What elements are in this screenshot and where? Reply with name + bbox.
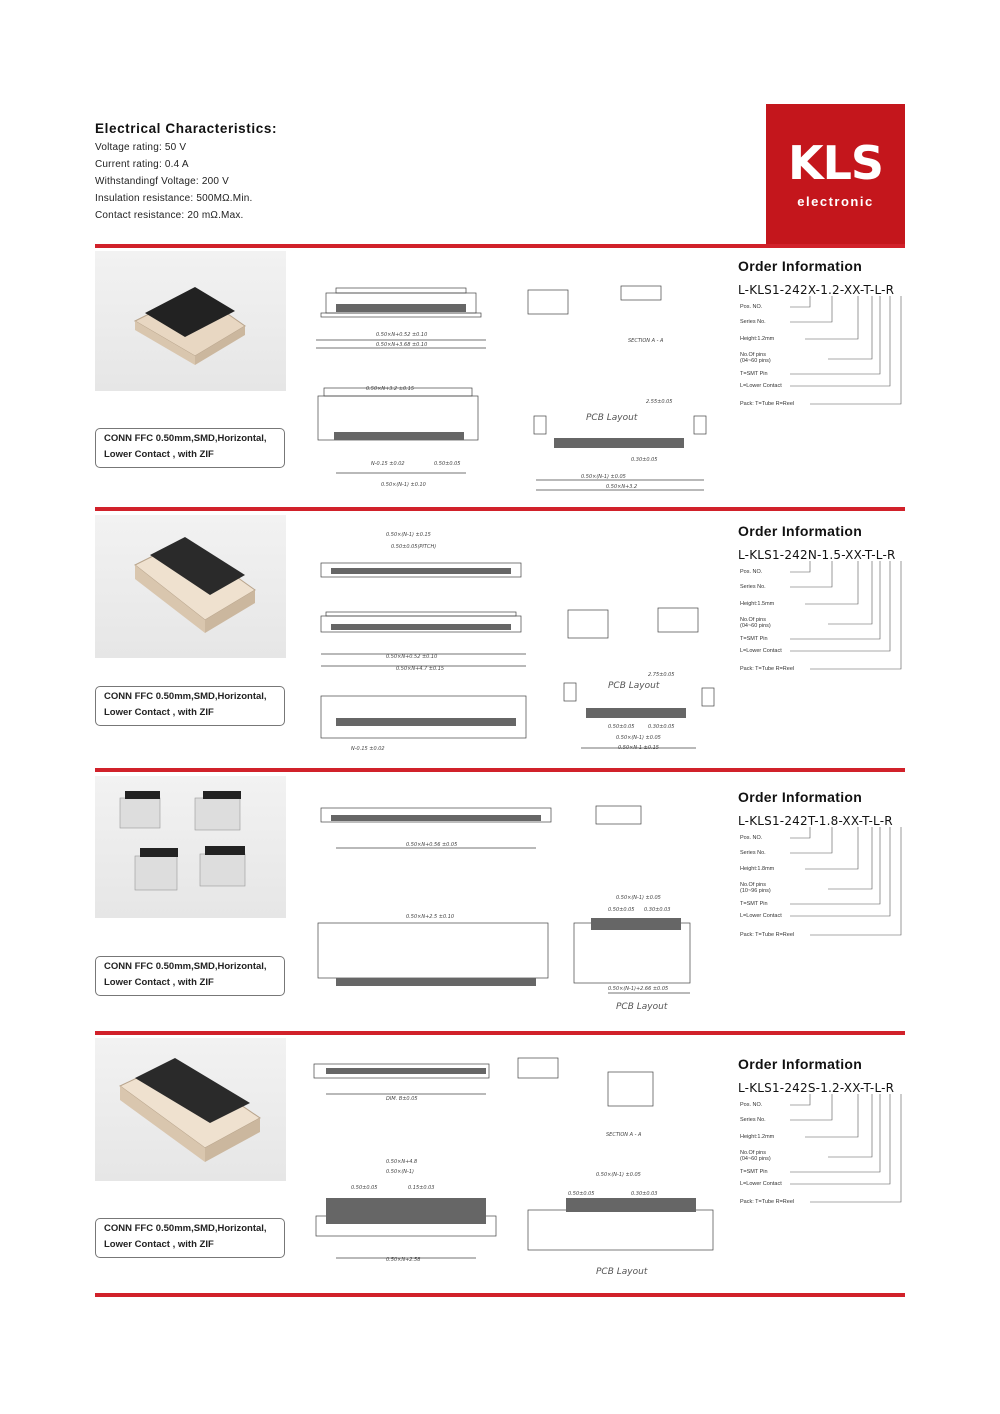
key-pins: No.Of pins bbox=[740, 882, 766, 888]
key-pack: Pack: T=Tube R=Reel bbox=[740, 401, 795, 407]
order-leader-lines-2 bbox=[790, 561, 910, 671]
dim-text: 0.50×(N-1) bbox=[386, 1169, 414, 1175]
desc-line-1: CONN FFC 0.50mm,SMD,Horizontal, bbox=[104, 961, 267, 972]
part-number-1: L-KLS1-242X-1.2-XX-T-L-R bbox=[738, 283, 895, 297]
dim-text: 0.50×N+3.2 ±0.15 bbox=[366, 386, 415, 392]
desc-line-2: Lower Contact , with ZIF bbox=[104, 707, 214, 718]
dim-text: 0.50×N+2.58 bbox=[386, 1257, 421, 1263]
key-series: Series No. bbox=[740, 584, 766, 590]
desc-line-1: CONN FFC 0.50mm,SMD,Horizontal, bbox=[104, 1223, 267, 1234]
part-number-4: L-KLS1-242S-1.2-XX-T-L-R bbox=[738, 1081, 895, 1095]
desc-line-2: Lower Contact , with ZIF bbox=[104, 449, 214, 460]
desc-line-1: CONN FFC 0.50mm,SMD,Horizontal, bbox=[104, 433, 267, 444]
drawing-3 bbox=[296, 788, 726, 1018]
desc-line-1: CONN FFC 0.50mm,SMD,Horizontal, bbox=[104, 691, 267, 702]
connector-image bbox=[95, 1038, 286, 1181]
dim-text: 0.50×(N-1) ±0.05 bbox=[616, 735, 661, 741]
divider-4 bbox=[95, 1031, 905, 1035]
dim-text: 0.50±0.05 bbox=[608, 907, 635, 913]
spec-contact: Contact resistance: 20 mΩ.Max. bbox=[95, 210, 244, 221]
key-series: Series No. bbox=[740, 319, 766, 325]
key-contact: L=Lower Contact bbox=[740, 913, 782, 919]
dim-text: 0.50×(N-1) ±0.05 bbox=[616, 895, 661, 901]
spec-voltage: Voltage rating: 50 V bbox=[95, 142, 187, 153]
key-contact: L=Lower Contact bbox=[740, 383, 782, 389]
key-series: Series No. bbox=[740, 1117, 766, 1123]
key-series: Series No. bbox=[740, 850, 766, 856]
logo-subtitle: electronic bbox=[797, 194, 874, 209]
product-photo-4 bbox=[95, 1038, 286, 1181]
dim-text: 2.75±0.05 bbox=[648, 672, 675, 678]
dim-text: 0.50×(N-1)+2.66 ±0.05 bbox=[608, 986, 669, 992]
divider-5 bbox=[95, 1293, 905, 1297]
dim-text: 0.50×(N-1) ±0.05 bbox=[581, 474, 626, 480]
product-photo-1 bbox=[95, 251, 286, 391]
dim-text: 0.50×N+4.8 bbox=[386, 1159, 418, 1165]
dim-text: 0.15±0.03 bbox=[408, 1185, 435, 1191]
dim-text: 0.50×N-1 ±0.15 bbox=[618, 745, 659, 751]
desc-box-1 bbox=[95, 428, 285, 468]
dim-text: 0.50×(N-1) ±0.05 bbox=[596, 1172, 641, 1178]
dim-text: 0.50×(N-1) ±0.10 bbox=[381, 482, 426, 488]
kls-logo bbox=[766, 104, 905, 245]
key-pins-range: (04~60 pins) bbox=[740, 1156, 771, 1162]
key-pins: No.Of pins bbox=[740, 617, 766, 623]
section-aa-label: SECTION A - A bbox=[606, 1132, 642, 1138]
pcb-layout-label: PCB Layout bbox=[608, 681, 660, 691]
dim-text: 0.50×N+0.52 ±0.10 bbox=[386, 654, 438, 660]
part-number-3: L-KLS1-242T-1.8-XX-T-L-R bbox=[738, 814, 893, 828]
dim-text: DIM. B±0.05 bbox=[386, 1096, 418, 1102]
connector-image bbox=[95, 776, 286, 918]
pcb-layout-label: PCB Layout bbox=[596, 1267, 648, 1277]
key-pins-range: (04~60 pins) bbox=[740, 358, 771, 364]
dim-text: 0.50±0.05 bbox=[434, 461, 461, 467]
dim-text: 0.50×N+3.68 ±0.10 bbox=[376, 342, 428, 348]
key-height: Height:1.8mm bbox=[740, 866, 775, 872]
logo-brand: KLS bbox=[787, 136, 884, 190]
key-pos: Pos. NO. bbox=[740, 835, 763, 841]
dim-text: 0.30±0.03 bbox=[631, 1191, 658, 1197]
spec-withstanding: Withstandingf Voltage: 200 V bbox=[95, 176, 230, 187]
key-contact: L=Lower Contact bbox=[740, 648, 782, 654]
divider-2 bbox=[95, 507, 905, 511]
key-smt: T=SMT Pin bbox=[740, 1169, 768, 1175]
dim-text: 0.30±0.03 bbox=[644, 907, 671, 913]
key-pack: Pack: T=Tube R=Reel bbox=[740, 1199, 795, 1205]
key-pos: Pos. NO. bbox=[740, 569, 763, 575]
connector-image bbox=[95, 251, 286, 391]
drawing-1 bbox=[296, 268, 726, 498]
dim-text: 0.30±0.05 bbox=[631, 457, 658, 463]
divider-1 bbox=[95, 244, 905, 248]
key-pins-range: (04~60 pins) bbox=[740, 623, 771, 629]
desc-box-3 bbox=[95, 956, 285, 996]
divider-3 bbox=[95, 768, 905, 772]
dim-text: N-0.15 ±0.02 bbox=[351, 746, 385, 752]
dim-text: 0.50±0.05 bbox=[568, 1191, 595, 1197]
key-height: Height:1.2mm bbox=[740, 336, 775, 342]
key-pack: Pack: T=Tube R=Reel bbox=[740, 666, 795, 672]
spec-current: Current rating: 0.4 A bbox=[95, 159, 189, 170]
key-height: Height:1.2mm bbox=[740, 1134, 775, 1140]
order-leader-lines-4 bbox=[790, 1094, 910, 1204]
part-number-2: L-KLS1-242N-1.5-XX-T-L-R bbox=[738, 548, 896, 562]
key-smt: T=SMT Pin bbox=[740, 371, 768, 377]
dim-text: 0.50×N+3.2 bbox=[606, 484, 638, 490]
dim-text: 0.50±0.05 bbox=[608, 724, 635, 730]
product-photo-2 bbox=[95, 515, 286, 658]
pcb-layout-label: PCB Layout bbox=[616, 1002, 668, 1012]
key-smt: T=SMT Pin bbox=[740, 901, 768, 907]
dim-text: 0.50±0.05 bbox=[351, 1185, 378, 1191]
order-info-title-3: Order Information bbox=[738, 789, 863, 805]
dim-text: N-0.15 ±0.02 bbox=[371, 461, 405, 467]
pcb-layout-label: PCB Layout bbox=[586, 413, 638, 423]
section-aa-label: SECTION A - A bbox=[628, 338, 664, 344]
dim-text: 0.50×N+4.7 ±0.15 bbox=[396, 666, 445, 672]
key-pins-range: (10~96 pins) bbox=[740, 888, 771, 894]
dim-text: 0.50×N+0.52 ±0.10 bbox=[376, 332, 428, 338]
order-info-title-1: Order Information bbox=[738, 258, 863, 274]
order-info-title-4: Order Information bbox=[738, 1056, 863, 1072]
spec-insulation: Insulation resistance: 500MΩ.Min. bbox=[95, 193, 253, 204]
drawing-2 bbox=[296, 528, 726, 758]
desc-box-4 bbox=[95, 1218, 285, 1258]
dim-text: 2.55±0.05 bbox=[646, 399, 673, 405]
drawing-4 bbox=[296, 1048, 726, 1278]
order-info-title-2: Order Information bbox=[738, 523, 863, 539]
desc-line-2: Lower Contact , with ZIF bbox=[104, 1239, 214, 1250]
key-pos: Pos. NO. bbox=[740, 304, 763, 310]
key-contact: L=Lower Contact bbox=[740, 1181, 782, 1187]
dim-text: 0.50×(N-1) ±0.15 bbox=[386, 532, 431, 538]
dim-text: 0.30±0.05 bbox=[648, 724, 675, 730]
product-photo-3 bbox=[95, 776, 286, 918]
key-pos: Pos. NO. bbox=[740, 1102, 763, 1108]
connector-image bbox=[95, 515, 286, 658]
key-height: Height:1.5mm bbox=[740, 601, 775, 607]
key-pins: No.Of pins bbox=[740, 1150, 766, 1156]
key-pack: Pack: T=Tube R=Reel bbox=[740, 932, 795, 938]
desc-box-2 bbox=[95, 686, 285, 726]
key-pins: No.Of pins bbox=[740, 352, 766, 358]
dim-text: 0.50×N+0.56 ±0.05 bbox=[406, 842, 458, 848]
order-leader-lines-1 bbox=[790, 296, 910, 406]
order-leader-lines-3 bbox=[790, 827, 910, 937]
key-smt: T=SMT Pin bbox=[740, 636, 768, 642]
desc-line-2: Lower Contact , with ZIF bbox=[104, 977, 214, 988]
electrical-characteristics-title: Electrical Characteristics: bbox=[95, 121, 278, 136]
dim-text: 0.50×N+2.5 ±0.10 bbox=[406, 914, 455, 920]
dim-text: 0.50±0.05(PITCH) bbox=[391, 544, 437, 550]
